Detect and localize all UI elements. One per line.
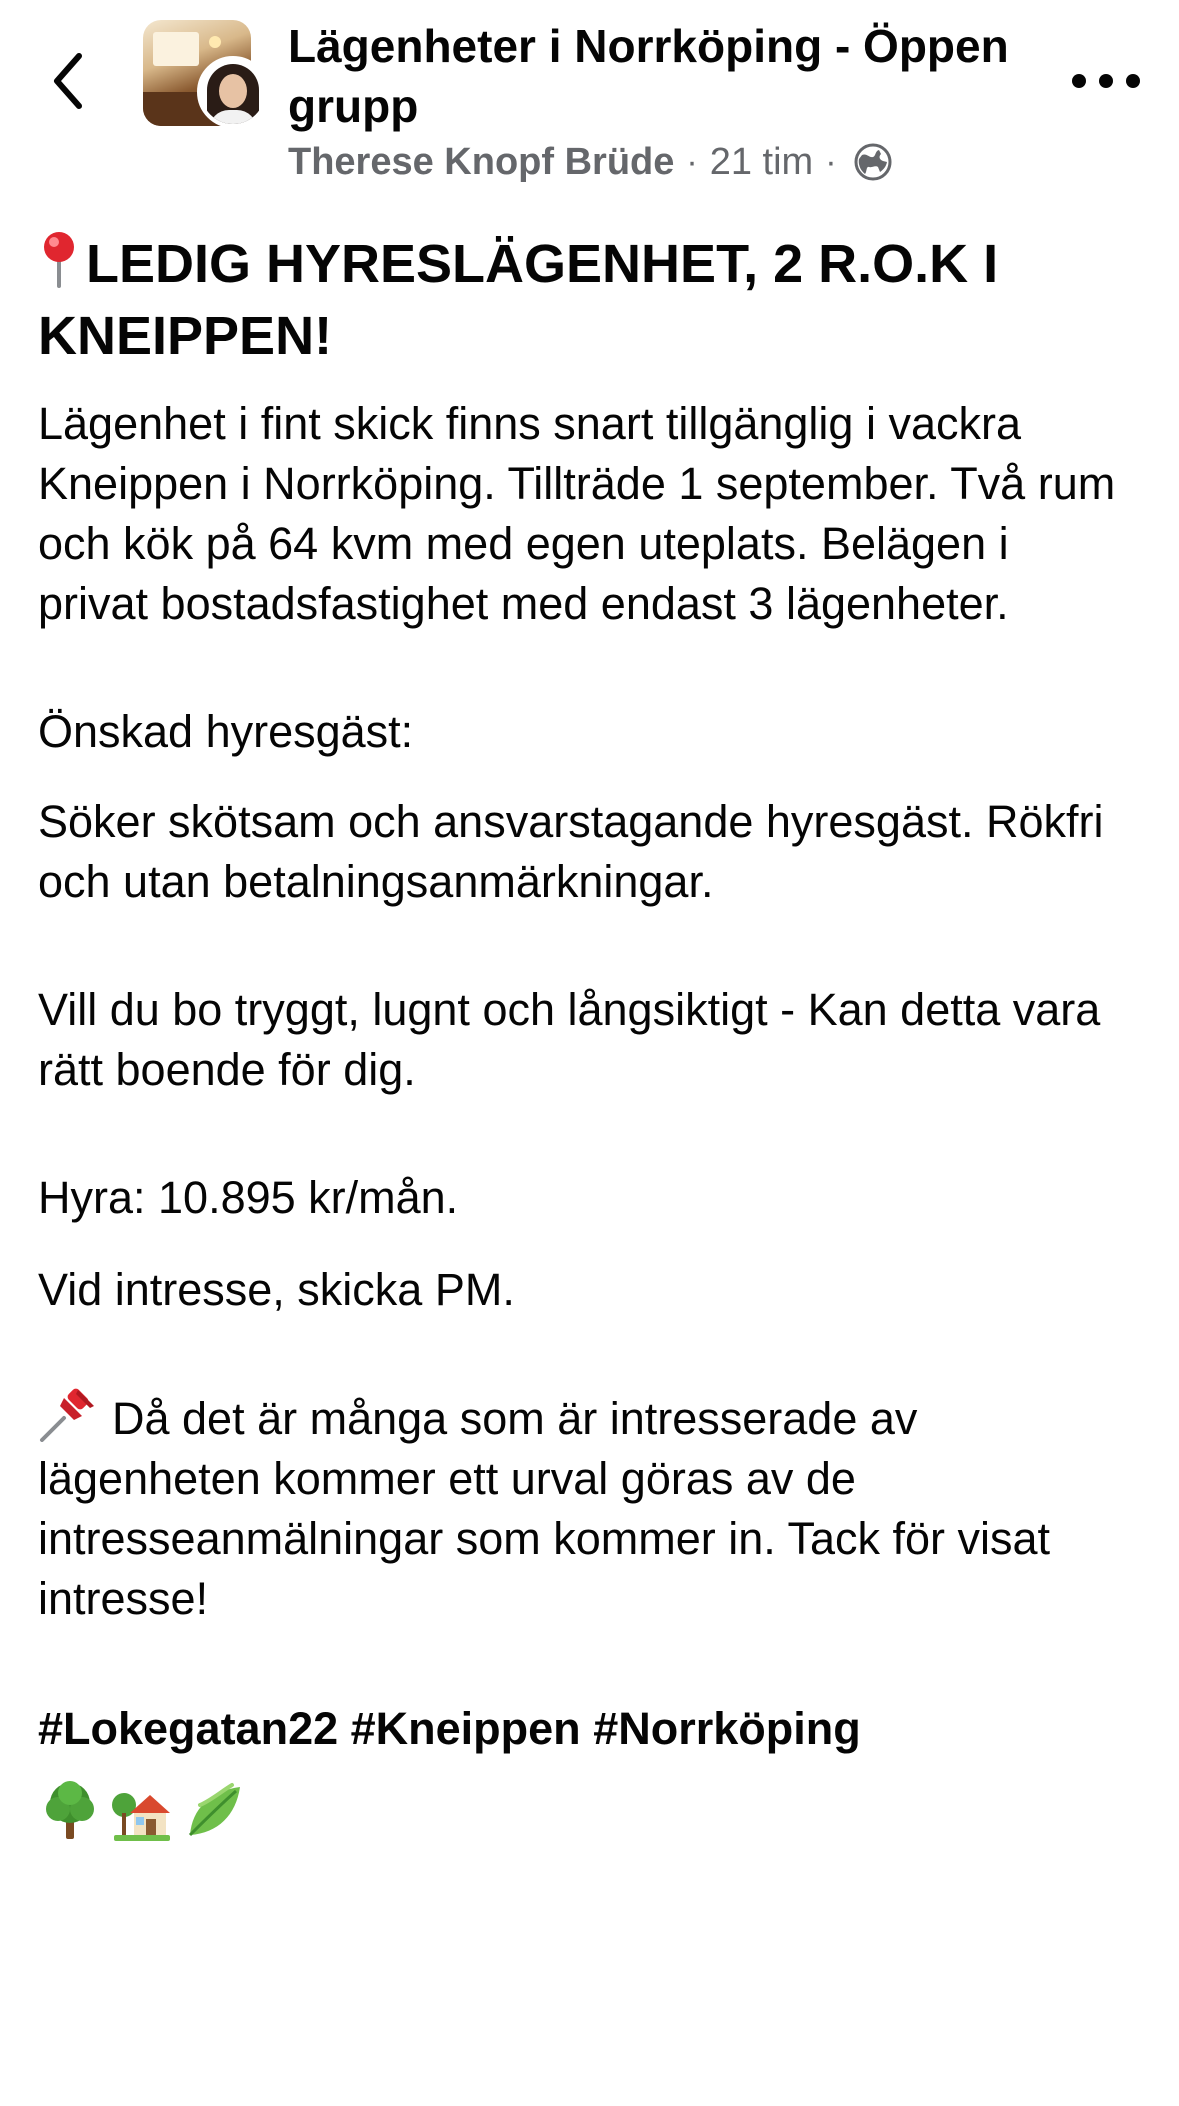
emoji-row	[38, 1779, 1138, 1843]
note-paragraph	[38, 1386, 1138, 1629]
post-body	[38, 228, 1138, 1843]
tenant-heading: Önskad hyresgäst:	[38, 706, 414, 757]
author-avatar-face	[219, 74, 247, 108]
question-text: Vill du bo tryggt, lugnt och långsiktigt - Kan detta vara rätt boende för dig.	[38, 984, 1101, 1095]
hashtag-link[interactable]: #Lokegatan22	[38, 1703, 339, 1754]
round-pushpin-icon	[38, 230, 80, 288]
pushpin-icon	[38, 1386, 102, 1442]
post-intro: Lägenhet i fint skick finns snart tillgänglig i vackra Kneippen i Norrköping. Tillträde 1 september. Två rum och kök på 64 kvm med egen uteplats. Belägen i privat bostadsfastighet med endast 3 lägenheter.	[38, 398, 1116, 629]
post-time[interactable]: 21 tim	[709, 140, 814, 183]
chevron-left-icon	[51, 52, 85, 110]
hashtag-link[interactable]: #Kneippen	[350, 1703, 581, 1754]
house-with-garden-icon	[110, 1779, 174, 1843]
contact-text: Vid intresse, skicka PM.	[38, 1264, 515, 1315]
more-horizontal-icon	[1071, 73, 1141, 89]
post-title: LEDIG HYRESLÄGENHET, 2 R.O.K I KNEIPPEN!	[38, 234, 999, 366]
post-header	[0, 0, 1179, 200]
group-avatar-window	[153, 32, 199, 66]
avatar-group[interactable]	[143, 20, 275, 128]
group-title[interactable]: Lägenheter i Norrköping - Öppen grupp	[288, 20, 1009, 132]
author-name[interactable]: Therese Knopf Brüde	[288, 140, 675, 183]
deciduous-tree-icon	[38, 1779, 102, 1843]
meta-separator: ·	[686, 142, 698, 181]
tenant-text: Söker skötsam och ansvarstagande hyresgäst. Rökfri och utan betalningsanmärkningar.	[38, 796, 1104, 907]
post-meta	[288, 136, 895, 188]
meta-separator: ·	[825, 142, 837, 181]
leaf-icon	[182, 1779, 246, 1843]
rent-text: Hyra: 10.895 kr/mån.	[38, 1172, 459, 1223]
author-avatar[interactable]	[197, 56, 269, 128]
post-title-row	[38, 228, 1138, 372]
hashtags	[38, 1699, 1138, 1759]
globe-icon	[851, 140, 895, 184]
note-text: Då det är många som är intresserade av lägenheten kommer ett urval göras av de intresseanmälningar som kommer in. Tack för visat intresse!	[38, 1393, 1051, 1624]
hashtag-link[interactable]: #Norrköping	[593, 1703, 861, 1754]
more-options-button[interactable]	[1066, 56, 1146, 106]
group-avatar-lamp	[209, 36, 221, 48]
back-button[interactable]	[38, 42, 98, 120]
